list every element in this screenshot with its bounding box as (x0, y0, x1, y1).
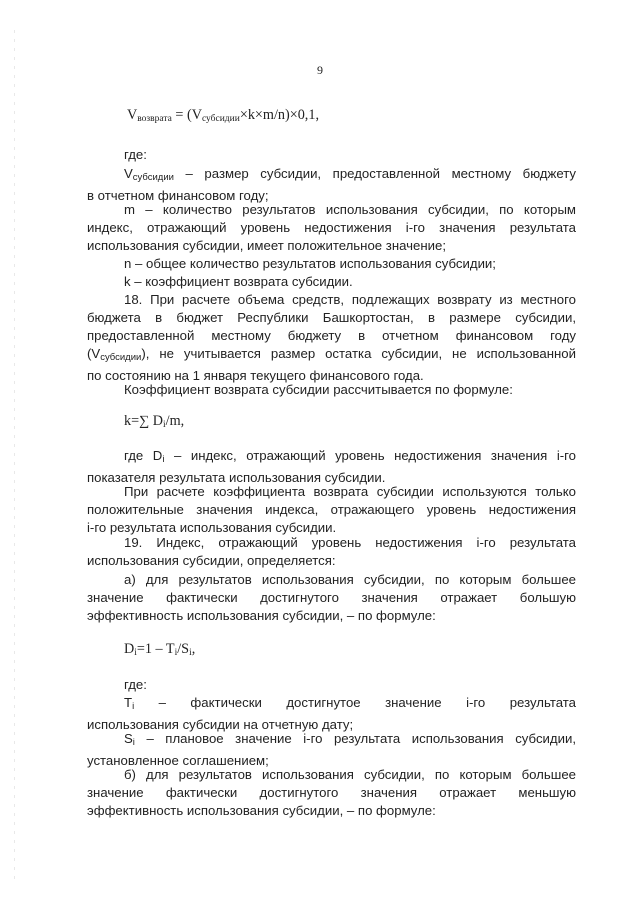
p18-line4 (87, 345, 576, 367)
def-k (87, 273, 576, 291)
p18-line2: бюджета в бюджет Республики Башкортостан, в размере субсидии, (87, 310, 576, 325)
formula-d-t-sub: i (174, 648, 178, 658)
formula-k-sub: i (163, 420, 166, 430)
p-positive-line2: положительные значения индекса, отражающего уровень недостижения (87, 502, 576, 517)
p18-line4-rest: ), не учитывается размер остатка субсидии, не использованной (141, 346, 576, 361)
def-v-sub: субсидии (132, 172, 174, 183)
p18-line4-open: (V (87, 346, 101, 361)
formula-d (124, 641, 195, 658)
def-t-line1 (87, 694, 576, 716)
where-text-2: где: (124, 677, 147, 692)
formula-v-open: = (V (171, 107, 202, 123)
formula-v-lhs-sub: возврата (137, 114, 172, 124)
def-t (87, 694, 576, 734)
def-m-line1: m – количество результатов использования субсидии, по которым (124, 202, 576, 217)
def-m (87, 201, 576, 255)
paragraph-a (87, 571, 576, 625)
formula-k (124, 413, 184, 430)
def-t-rest: – фактически достигнутое значение i-го результата (134, 695, 576, 710)
pb-line1: б) для результатов использования субсидии, по которым большее (124, 767, 576, 782)
def-s-line2: установленное соглашением; (87, 753, 269, 768)
formula-d-mid: =1 – T (136, 641, 175, 657)
where-label-2 (124, 676, 613, 694)
formula-k-pre: k=∑ D (124, 413, 164, 429)
p18-line5: по состоянию на 1 января текущего финансового года. (87, 368, 424, 383)
def-k-text: k – коэффициент возврата субсидии. (124, 274, 353, 289)
def-s (87, 730, 576, 770)
formula-d-s-sub: i (189, 648, 192, 658)
def-s-rest: – плановое значение i-го результата использования субсидии, (134, 731, 576, 746)
where-label-1 (124, 146, 613, 164)
def-d-line1 (87, 447, 576, 469)
def-m-line2: индекс, отражающий уровень недостижения i-го значения результата (87, 220, 576, 235)
p18-line3: предоставленной местному бюджету в отчетном финансовом году (87, 328, 576, 343)
def-v-line1-text: – размер субсидии, предоставленной местному бюджету (173, 166, 576, 181)
pb-line2: значение фактически достигнутого значения отражает меньшую (87, 785, 576, 800)
def-s-sym: S (124, 731, 133, 746)
def-d-rest: – индекс, отражающий уровень недостижения значения i-го (164, 448, 577, 463)
formula-v-rest: ×k×m/n)×0,1, (239, 107, 319, 123)
scan-margin-marks (14, 30, 15, 880)
def-t-line2: использования субсидии на отчетную дату; (87, 717, 354, 732)
formula-d-end: , (191, 641, 196, 657)
pa-line3: эффективность использования субсидии, – по формуле: (87, 608, 436, 623)
formula-d-d-sub: i (134, 648, 137, 658)
def-s-line1 (87, 730, 576, 752)
coef-intro-text: Коэффициент возврата субсидии рассчитывается по формуле: (124, 382, 513, 397)
page-number: 9 (317, 63, 323, 77)
formula-k-post: /m, (165, 413, 185, 429)
def-t-sym: T (124, 695, 133, 710)
paragraph-18 (87, 291, 576, 385)
where-text-1: где: (124, 147, 147, 162)
def-d (87, 447, 576, 487)
p19-line1: 19. Индекс, отражающий уровень недостижения i-го результата (124, 535, 576, 550)
paragraph-positive (87, 483, 576, 537)
def-s-sub: i (132, 737, 135, 748)
def-v-sym: V (124, 166, 133, 181)
formula-v-return (127, 107, 319, 124)
def-d-pre: где D (124, 448, 163, 463)
def-d-line2: показателя результата использования субсидии. (87, 470, 386, 485)
paragraph-b (87, 766, 576, 820)
pa-line1: а) для результатов использования субсидии, по которым большее (124, 572, 576, 587)
formula-d-slash: /S (177, 641, 190, 657)
def-d-sub: i (162, 454, 165, 465)
p19-line2: использования субсидии, определяется: (87, 553, 336, 568)
def-n (87, 255, 576, 273)
p-positive-line3: i-го результата использования субсидии. (87, 520, 337, 535)
def-v-subsidy (87, 165, 576, 205)
pb-line3: эффективность использования субсидии, – по формуле: (87, 803, 436, 818)
def-t-sub: i (132, 701, 135, 712)
coef-intro (87, 381, 576, 399)
formula-d-d: D (124, 641, 135, 657)
paragraph-19 (87, 534, 576, 570)
p18-line1: 18. При расчете объема средств, подлежащих возврату из местного (124, 292, 576, 307)
def-v-line2: в отчетном финансовом году; (87, 188, 269, 203)
formula-v-lhs: V (127, 107, 138, 123)
formula-v-sub2: субсидии (201, 114, 240, 124)
pa-line2: значение фактически достигнутого значения отражает большую (87, 590, 576, 605)
def-m-line3: использования субсидии, имеет положительное значение; (87, 238, 447, 253)
p18-line4-sub: субсидии (100, 352, 142, 363)
def-v-line1 (87, 165, 576, 187)
def-n-text: n – общее количество результатов использования субсидии; (124, 256, 496, 271)
p-positive-line1: При расчете коэффициента возврата субсидии используются только (124, 484, 576, 499)
